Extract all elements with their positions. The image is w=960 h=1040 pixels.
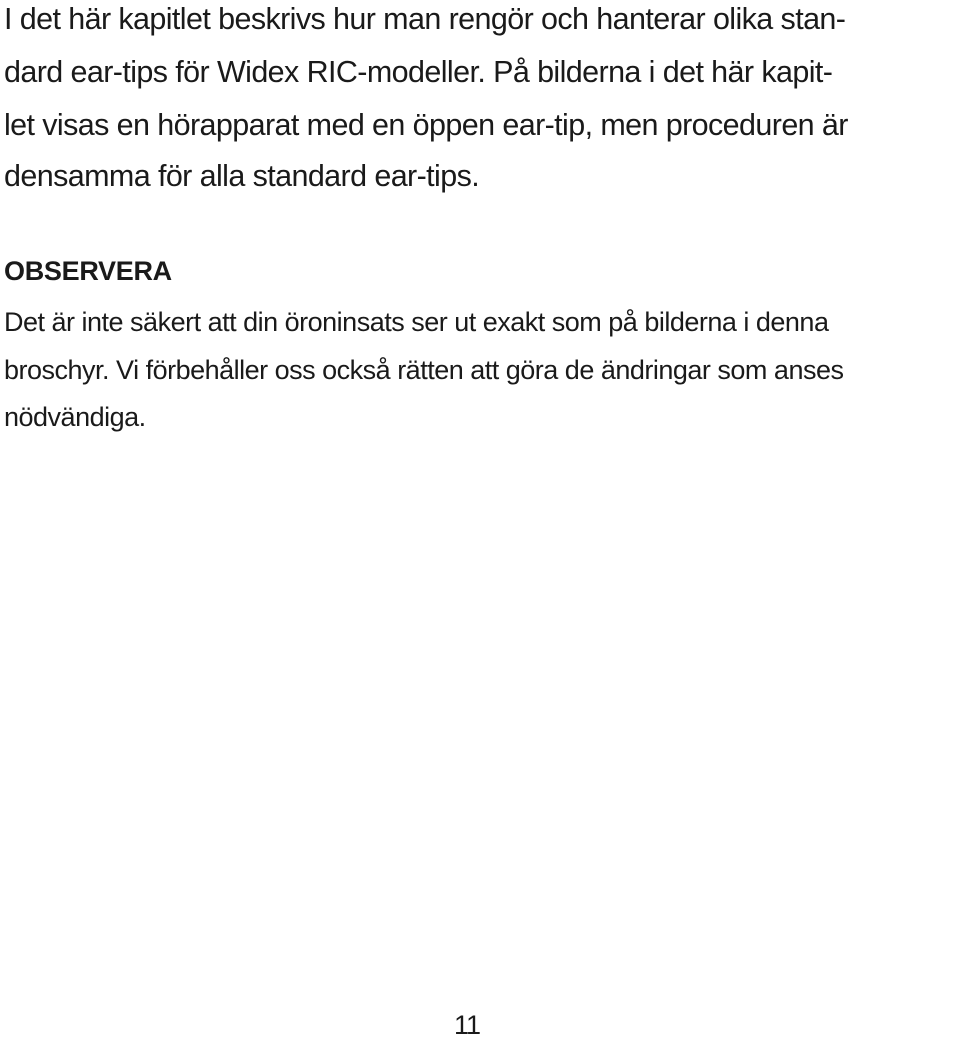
page-number: 11 [454, 1010, 481, 1040]
intro-line: dard ear-tips för Widex RIC-modeller. På bilderna i det här kapit- [4, 55, 833, 89]
intro-line: densamma för alla standard ear-tips. [4, 159, 480, 193]
note-line: nödvändiga. [4, 402, 146, 432]
note-line: broschyr. Vi förbehåller oss också rätten att göra de ändringar som anses [4, 355, 844, 385]
note-line: Det är inte säkert att din öroninsats ser ut exakt som på bilderna i denna [4, 307, 829, 337]
intro-line: I det här kapitlet beskrivs hur man rengör och hanterar olika stan- [4, 2, 846, 36]
intro-line: let visas en hörapparat med en öppen ear-tip, men proceduren är [4, 108, 848, 142]
note-heading: OBSERVERA [4, 256, 172, 286]
